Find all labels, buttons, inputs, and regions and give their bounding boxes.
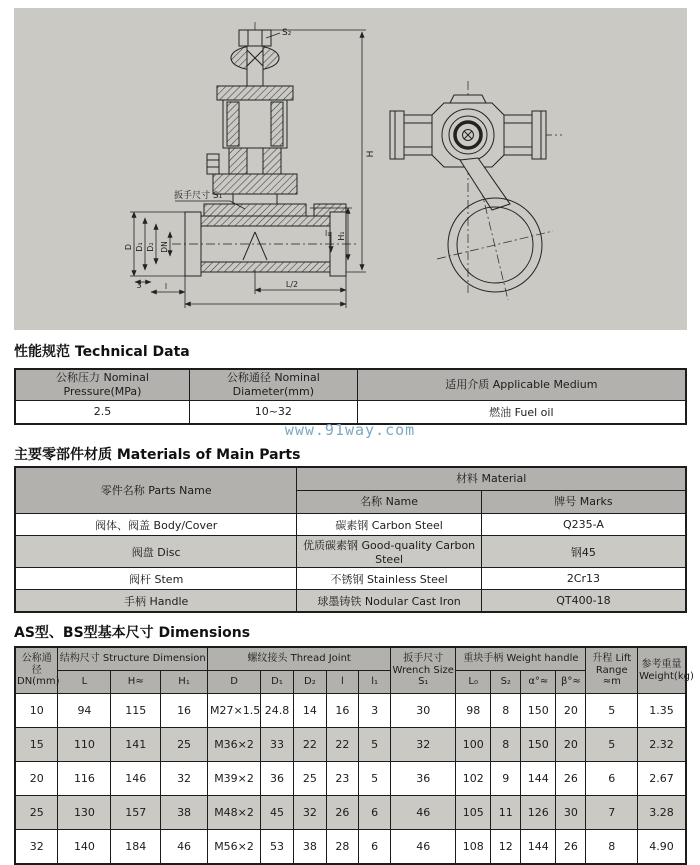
cell: 30 xyxy=(556,796,586,830)
cell: 11 xyxy=(491,796,521,830)
cell: 8 xyxy=(586,830,638,865)
cell: 12 xyxy=(491,830,521,865)
material-name: 球墨铸铁 Nodular Cast Iron xyxy=(297,590,482,613)
cell: 30 xyxy=(391,694,456,728)
cell: 46 xyxy=(391,796,456,830)
label-wrench-size: 扳手尺寸 S₁ xyxy=(174,191,223,201)
header-H: H≈ xyxy=(111,671,161,694)
cell: 144 xyxy=(521,762,556,796)
technical-data-table xyxy=(14,368,687,425)
cell: 22 xyxy=(326,728,358,762)
value-nominal-diameter: 10~32 xyxy=(189,400,357,424)
cell: 28 xyxy=(326,830,358,865)
part-name: 阀体、阀盖 Body/Cover xyxy=(15,514,297,536)
header-parts-name: 零件名称 Parts Name xyxy=(15,467,297,514)
cell: 5 xyxy=(586,728,638,762)
label-l-half: L/2 xyxy=(285,280,299,289)
label-d1: D₁ xyxy=(135,242,144,252)
cell: 94 xyxy=(58,694,111,728)
cell: 20 xyxy=(15,762,58,796)
label-dn: DN xyxy=(160,241,169,253)
materials-title: 主要零部件材质 Materials of Main Parts xyxy=(14,447,301,463)
technical-data-value-row xyxy=(15,400,686,424)
cell: 26 xyxy=(556,830,586,865)
cell: 150 xyxy=(521,694,556,728)
cell: 6 xyxy=(359,830,391,865)
value-nominal-pressure: 2.5 xyxy=(15,400,189,424)
header-l1: l₁ xyxy=(359,671,391,694)
cell: 140 xyxy=(58,830,111,865)
header-lift-range: 升程 Lift Range ≈m xyxy=(586,647,638,694)
header-material: 材料 Material xyxy=(297,467,686,491)
cell: 45 xyxy=(261,796,294,830)
material-name: 优质碳素钢 Good-quality Carbon Steel xyxy=(297,536,482,568)
cell: 16 xyxy=(326,694,358,728)
valve-drawing-svg xyxy=(14,8,687,330)
dimensions-table xyxy=(14,646,694,865)
part-name: 阀杆 Stem xyxy=(15,568,297,590)
label-h: H xyxy=(366,150,376,158)
cell: 9 xyxy=(491,762,521,796)
cell: 100 xyxy=(456,728,491,762)
cell: 144 xyxy=(521,830,556,865)
cell: M36×2 xyxy=(208,728,261,762)
header-H1: H₁ xyxy=(161,671,208,694)
cell: 14 xyxy=(293,694,326,728)
cell: 116 xyxy=(58,762,111,796)
materials-row-stem xyxy=(15,568,686,590)
cell: 46 xyxy=(161,830,208,865)
cell: 157 xyxy=(111,796,161,830)
cell: 6 xyxy=(359,796,391,830)
header-material-marks: 牌号 Marks xyxy=(481,491,686,514)
header-weight-handle: 重块手柄 Weight handle xyxy=(456,647,586,671)
cell: 23 xyxy=(326,762,358,796)
material-name: 碳素钢 Carbon Steel xyxy=(297,514,482,536)
header-beta: β°≈ xyxy=(556,671,586,694)
cell: 146 xyxy=(111,762,161,796)
material-mark: 2Cr13 xyxy=(481,568,686,590)
header-weight: 参考重量 Weight(kg) xyxy=(638,647,686,694)
cell: 3 xyxy=(359,694,391,728)
header-nominal-pressure: 公称压力 Nominal Pressure(MPa) xyxy=(15,369,189,400)
cell: 126 xyxy=(521,796,556,830)
cell: 16 xyxy=(161,694,208,728)
dimensions-row-dn25 xyxy=(15,796,686,830)
cell: 150 xyxy=(521,728,556,762)
cell: 46 xyxy=(391,830,456,865)
cell: 2.67 xyxy=(638,762,686,796)
cell: M39×2 xyxy=(208,762,261,796)
watermark: www.91way.com xyxy=(284,421,416,439)
cell: 33 xyxy=(261,728,294,762)
header-D1: D₁ xyxy=(261,671,294,694)
cell: 20 xyxy=(556,728,586,762)
cell: 25 xyxy=(15,796,58,830)
cell: 105 xyxy=(456,796,491,830)
header-l: l xyxy=(326,671,358,694)
header-dn: 公称通径 DN(mm) xyxy=(15,647,58,694)
cell: 115 xyxy=(111,694,161,728)
cell: 32 xyxy=(293,796,326,830)
material-mark: Q235-A xyxy=(481,514,686,536)
dimensions-title: AS型、BS型基本尺寸 Dimensions xyxy=(14,625,251,641)
part-name: 阀盘 Disc xyxy=(15,536,297,568)
materials-row-disc xyxy=(15,536,686,568)
part-name: 手柄 Handle xyxy=(15,590,297,613)
value-applicable-medium: 燃油 Fuel oil xyxy=(357,400,686,424)
label-h1: H₁ xyxy=(337,231,346,241)
valve-front-view xyxy=(390,81,562,300)
cell: 98 xyxy=(456,694,491,728)
header-L: L xyxy=(58,671,111,694)
material-mark: 钢45 xyxy=(481,536,686,568)
materials-row-body-cover xyxy=(15,514,686,536)
cell: 22 xyxy=(293,728,326,762)
header-material-name: 名称 Name xyxy=(297,491,482,514)
cell: 8 xyxy=(491,694,521,728)
header-thread-joint: 螺纹接头 Thread Joint xyxy=(208,647,391,671)
cell: 32 xyxy=(15,830,58,865)
cell: 36 xyxy=(261,762,294,796)
cell: M27×1.5 xyxy=(208,694,261,728)
cell: 20 xyxy=(556,694,586,728)
materials-row-handle xyxy=(15,590,686,613)
dimensions-row-dn10 xyxy=(15,694,686,728)
cell: M56×2 xyxy=(208,830,261,865)
cell: 130 xyxy=(58,796,111,830)
header-applicable-medium: 适用介质 Applicable Medium xyxy=(357,369,686,400)
label-l1: l₁ xyxy=(325,229,331,238)
cell: 102 xyxy=(456,762,491,796)
cell: 4.90 xyxy=(638,830,686,865)
material-mark: QT400-18 xyxy=(481,590,686,613)
cell: 141 xyxy=(111,728,161,762)
cell: 36 xyxy=(391,762,456,796)
header-D2: D₂ xyxy=(293,671,326,694)
dimensions-row-dn20 xyxy=(15,762,686,796)
cell: 5 xyxy=(586,694,638,728)
materials-table xyxy=(14,466,687,613)
dimensions-header-row-1 xyxy=(15,647,686,671)
cell: 5 xyxy=(359,762,391,796)
header-S2: S₂ xyxy=(491,671,521,694)
cell: 26 xyxy=(556,762,586,796)
cell: 32 xyxy=(391,728,456,762)
cell: 3.28 xyxy=(638,796,686,830)
materials-header-row-1 xyxy=(15,467,686,491)
label-d2: D₂ xyxy=(146,242,155,252)
cell: 25 xyxy=(293,762,326,796)
cell: 26 xyxy=(326,796,358,830)
cell: 184 xyxy=(111,830,161,865)
label-three: 3 xyxy=(136,281,142,290)
header-structure-dimension: 结构尺寸 Structure Dimension xyxy=(58,647,208,671)
cell: 15 xyxy=(15,728,58,762)
header-wrench-size: 扳手尺寸 Wrench Size S₁ xyxy=(391,647,456,694)
label-l: l xyxy=(164,282,168,291)
dimensions-row-dn32 xyxy=(15,830,686,865)
cell: M48×2 xyxy=(208,796,261,830)
label-s2: S₂ xyxy=(282,28,292,38)
cell: 10 xyxy=(15,694,58,728)
dimensions-row-dn15 xyxy=(15,728,686,762)
cell: 6 xyxy=(586,762,638,796)
dimensions-header-row-2 xyxy=(15,671,686,694)
material-name: 不锈钢 Stainless Steel xyxy=(297,568,482,590)
label-d: D xyxy=(124,243,133,251)
cell: 32 xyxy=(161,762,208,796)
header-L0: L₀ xyxy=(456,671,491,694)
cell: 24.8 xyxy=(261,694,294,728)
valve-technical-drawing xyxy=(14,8,687,330)
cell: 1.35 xyxy=(638,694,686,728)
cell: 53 xyxy=(261,830,294,865)
header-nominal-diameter: 公称通径 Nominal Diameter(mm) xyxy=(189,369,357,400)
cell: 7 xyxy=(586,796,638,830)
cell: 5 xyxy=(359,728,391,762)
cell: 110 xyxy=(58,728,111,762)
technical-data-header-row xyxy=(15,369,686,400)
cell: 108 xyxy=(456,830,491,865)
technical-data-title: 性能规范 Technical Data xyxy=(14,344,190,360)
header-alpha: α°≈ xyxy=(521,671,556,694)
cell: 25 xyxy=(161,728,208,762)
cell: 2.32 xyxy=(638,728,686,762)
cell: 38 xyxy=(293,830,326,865)
header-D: D xyxy=(208,671,261,694)
cell: 8 xyxy=(491,728,521,762)
cell: 38 xyxy=(161,796,208,830)
